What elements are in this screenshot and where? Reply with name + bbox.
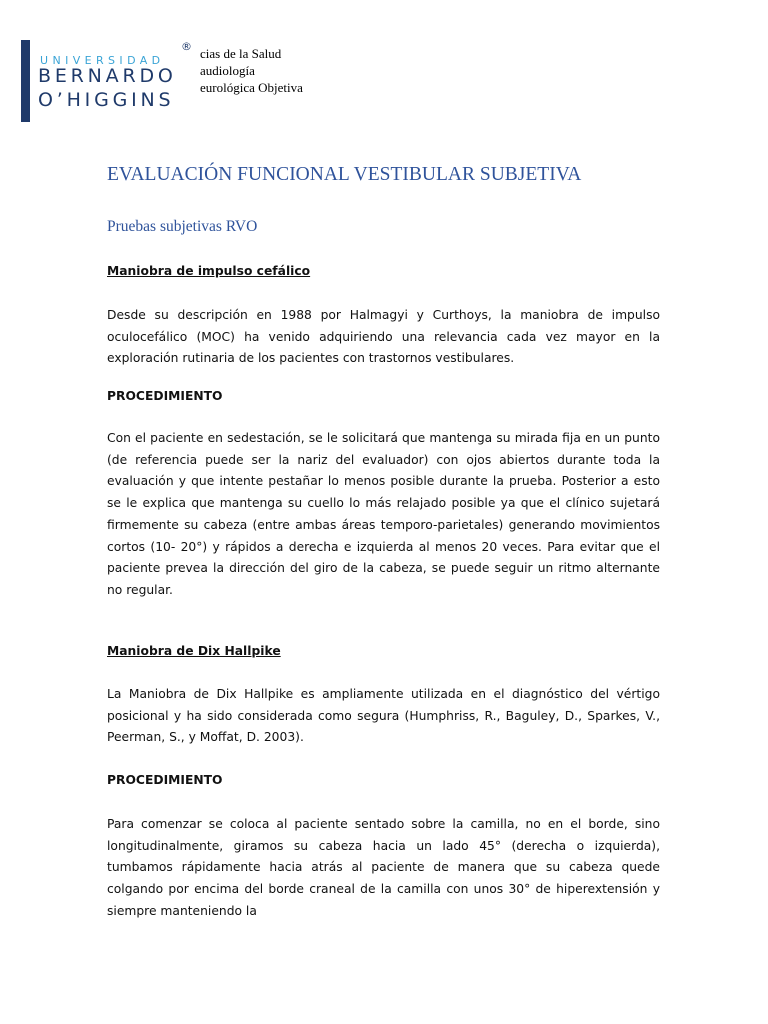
page-subtitle: Pruebas subjetivas RVO xyxy=(107,218,258,235)
document-header xyxy=(200,45,303,96)
header-line-1: cias de la Salud xyxy=(200,46,282,61)
logo-line-ohiggins: O’HIGGINS xyxy=(38,89,175,111)
header-line-2: audiología xyxy=(200,63,255,78)
registered-mark-icon: ® xyxy=(181,40,192,53)
header-line-3: eurológica Objetiva xyxy=(200,80,303,95)
paragraph-impulso-intro: Desde su descripción en 1988 por Halmagyi y Curthoys, la maniobra de impulso oculocefálico (MOC) ha venido adquiriendo una relevancia cada vez mayor en la exploración rutinaria de los pacientes con trastornos vestibulares. xyxy=(107,308,660,366)
procedure-heading-1: PROCEDIMIENTO xyxy=(107,389,223,403)
section-heading-dix-hallpike: Maniobra de Dix Hallpike xyxy=(107,644,281,658)
procedure-heading-2: PROCEDIMIENTO xyxy=(107,773,223,787)
paragraph-impulso-procedure: Con el paciente en sedestación, se le solicitará que mantenga su mirada fija en un punto (de referencia puede ser la nariz del evaluador) con ojos abiertos durante toda la evaluación y que intente pestañar lo menos posible durante la prueba. Posterior a esto se le explica que mantenga su cuello lo más relajado posible ya que el clínico sujetará firmemente su cabeza (entre ambas áreas temporo-parietales) generando movimientos cortos (10- 20°) y rápidos a derecha e izquierda al menos 20 veces. Para evitar que el paciente prevea la dirección del giro de la cabeza, se puede seguir un ritmo alternante no regular. xyxy=(107,431,660,597)
logo-accent-bar xyxy=(21,40,30,122)
paragraph-dix-intro: La Maniobra de Dix Hallpike es ampliamente utilizada en el diagnóstico del vértigo posicional y ha sido considerada como segura (Humphriss, R., Baguley, D., Sparkes, V., Peerman, S., y Moffat, D. 2003). xyxy=(107,687,660,745)
logo-line-bernardo: BERNARDO xyxy=(38,65,177,87)
page-title: EVALUACIÓN FUNCIONAL VESTIBULAR SUBJETIVA xyxy=(107,164,582,185)
logo-line-universidad: UNIVERSIDAD xyxy=(40,54,165,67)
paragraph-dix-procedure: Para comenzar se coloca al paciente sentado sobre la camilla, no en el borde, sino longitudinalmente, giramos su cabeza hacia un lado 45° (derecha o izquierda), tumbamos rápidamente hacia atrás al paciente de manera que su cabeza quede colgando por encima del borde craneal de la camilla con unos 30° de hiperextensión y siempre manteniendo la xyxy=(107,817,660,918)
section-heading-impulso-cefalico: Maniobra de impulso cefálico xyxy=(107,264,311,278)
